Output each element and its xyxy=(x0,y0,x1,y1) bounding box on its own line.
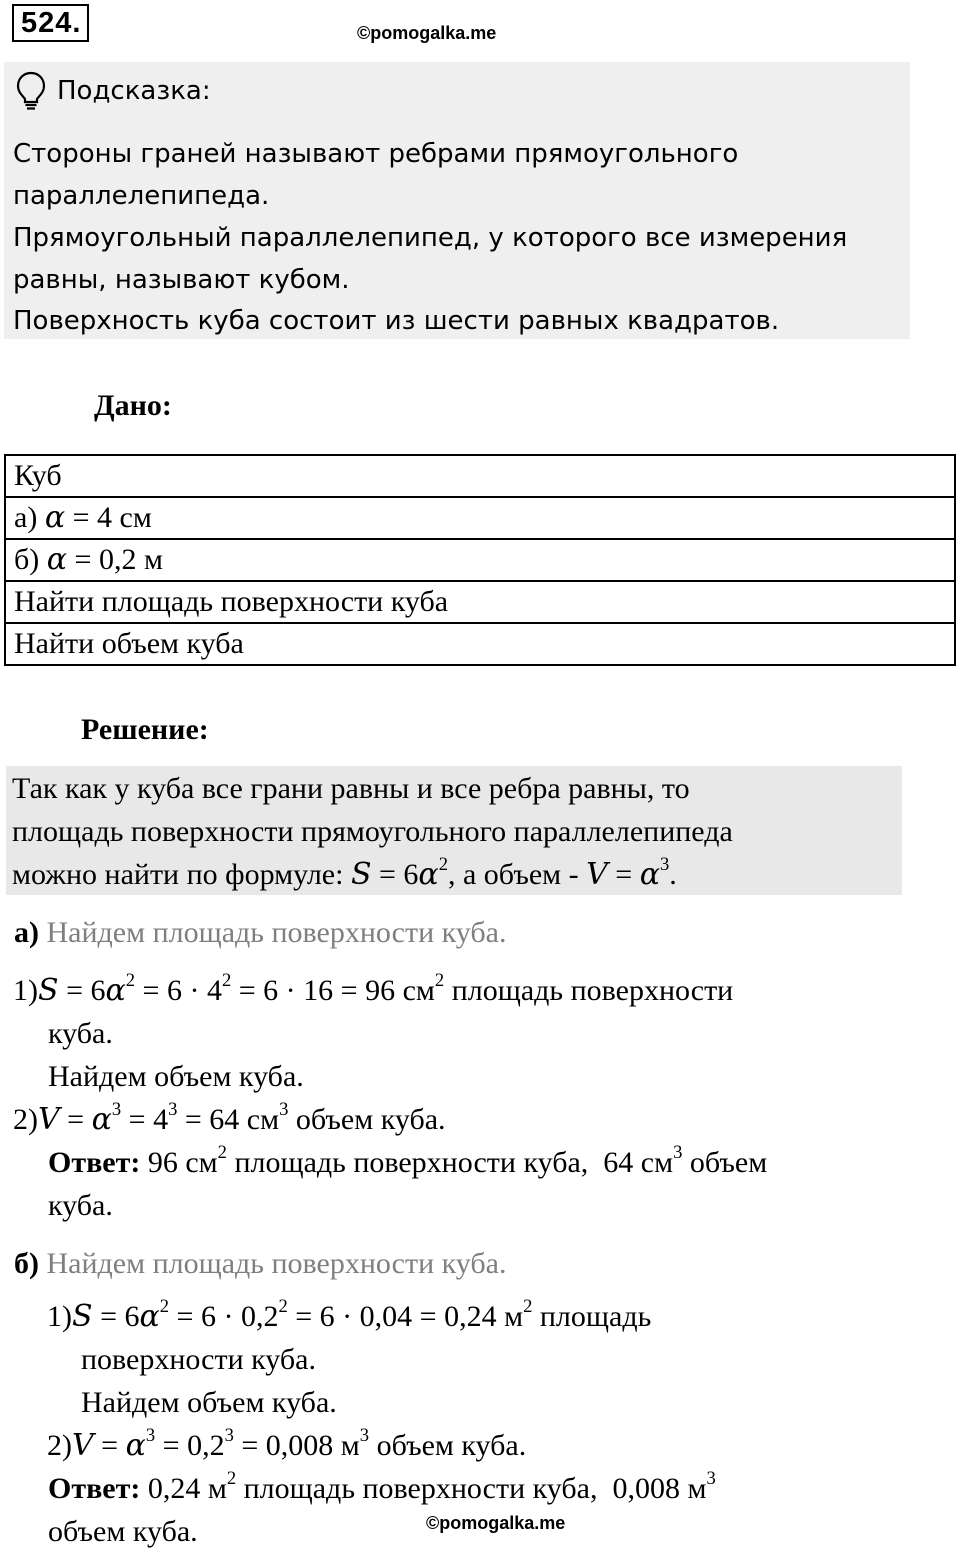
hint-title: Подсказка: xyxy=(57,76,211,106)
part-a-answer: Ответ: 96 $см^2$ площадь поверхности куба, 64 $см^3$ объем xyxy=(48,1142,768,1179)
part-b-step2: $2)V = \alpha^3 = 0,2^3 = 0,008$ $м^3$ объем куба. xyxy=(47,1425,527,1463)
given-row xyxy=(5,497,955,539)
given-cell: б) α = 0,2 м xyxy=(5,539,955,581)
given-cell: Куб xyxy=(5,455,955,497)
part-a-answer-cont: куба. xyxy=(48,1189,113,1222)
hint-line: Поверхность куба состоит из шести равных квадратов. xyxy=(13,306,780,336)
part-b-intro: б) Найдем площадь поверхности куба. xyxy=(14,1247,507,1280)
part-a-step2: $2)V = \alpha^3 = 4^3 = 64$ $см^3$ объем куба. xyxy=(13,1099,446,1137)
part-b-answer: Ответ: 0,24 $м^2$ площадь поверхности куба, 0,008 $м^3$ xyxy=(48,1468,716,1505)
hint-line: Стороны граней называют ребрами прямоугольного xyxy=(13,139,739,169)
part-b-step1-cont: поверхности куба. xyxy=(81,1343,316,1376)
lightbulb-icon xyxy=(16,71,46,111)
formula-line: можно найти по формуле: $S = 6\alpha^2$, а объем - $V = \alpha^3$. xyxy=(12,854,677,892)
hint-line: Прямоугольный параллелепипед, у которого все измерения xyxy=(13,223,848,253)
part-b-answer-cont: объем куба. xyxy=(48,1515,198,1548)
formula-line: Так как у куба все грани равны и все ребра равны, то xyxy=(12,772,690,805)
formula-line: площадь поверхности прямоугольного параллелепипеда xyxy=(12,815,733,848)
hint-line: параллелепипеда. xyxy=(13,181,270,211)
solution-heading: Решение: xyxy=(81,713,209,746)
given-cell: Найти площадь поверхности куба xyxy=(5,581,955,623)
part-a-step1: $1)S = 6\alpha^2 = 6 \cdot 4^2 = 6 \cdot 16 = 96$ $см^2$ площадь поверхности xyxy=(13,970,734,1008)
given-row xyxy=(5,581,955,623)
given-cell: Найти объем куба xyxy=(5,623,955,665)
watermark-top: ©pomogalka.me xyxy=(357,23,497,43)
given-cell: а) α = 4 см xyxy=(5,497,955,539)
part-a-intro: а) Найдем площадь поверхности куба. xyxy=(14,916,507,949)
given-row xyxy=(5,539,955,581)
task-number: 524. xyxy=(12,4,89,42)
part-b-volume-intro: Найдем объем куба. xyxy=(81,1386,337,1419)
given-table xyxy=(4,454,956,666)
part-a-step1-cont: куба. xyxy=(48,1017,113,1050)
given-row xyxy=(5,455,955,497)
given-row xyxy=(5,623,955,665)
hint-line: равны, называют кубом. xyxy=(13,265,350,295)
watermark-bottom: ©pomogalka.me xyxy=(426,1513,566,1533)
given-heading: Дано: xyxy=(94,389,172,422)
part-b-step1: $1)S = 6\alpha^2 = 6 \cdot 0,2^2 = 6 \cdot 0,04 = 0,24$ $м^2$ площадь xyxy=(47,1296,652,1334)
part-a-volume-intro: Найдем объем куба. xyxy=(48,1060,304,1093)
